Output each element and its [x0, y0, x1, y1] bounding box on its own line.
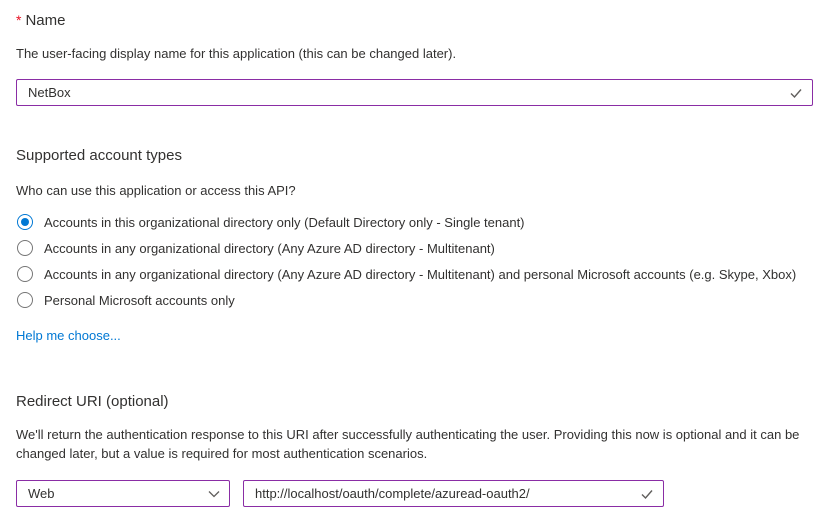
- uri-field-wrap: [243, 480, 664, 507]
- radio-option-label: Accounts in this organizational directory only (Default Directory only - Single tenant): [44, 214, 525, 230]
- name-input[interactable]: [16, 79, 813, 106]
- section-spacer: [16, 106, 813, 146]
- platform-select[interactable]: [16, 480, 230, 507]
- name-label: Name: [25, 12, 66, 29]
- radio-option-label: Personal Microsoft accounts only: [44, 292, 235, 308]
- radio-option-personal-only[interactable]: [16, 287, 813, 313]
- account-types-question: Who can use this application or access this API?: [16, 183, 296, 198]
- radio-icon[interactable]: [17, 292, 33, 308]
- radio-option-multitenant[interactable]: [16, 235, 813, 261]
- account-types-title: Supported account types: [16, 147, 182, 164]
- radio-option-multitenant-personal[interactable]: [16, 261, 813, 287]
- radio-icon[interactable]: [17, 240, 33, 256]
- redirect-uri-description: We'll return the authentication response to this URI after successfully authenticating the user. Providing this now is optional and it can be changed later, but a value is required for most authentication scenarios.: [16, 427, 800, 461]
- account-types-radio-group: [16, 209, 813, 313]
- chevron-down-icon: [207, 487, 221, 501]
- help-me-choose-link[interactable]: Help me choose...: [16, 328, 121, 343]
- radio-icon[interactable]: [17, 266, 33, 282]
- redirect-uri-row: [16, 480, 813, 507]
- redirect-uri-title: Redirect URI (optional): [16, 393, 169, 410]
- radio-option-label: Accounts in any organizational directory (Any Azure AD directory - Multitenant) and personal Microsoft accounts (e.g. Skype, Xbox): [44, 266, 797, 282]
- radio-option-single-tenant[interactable]: [16, 209, 813, 235]
- redirect-uri-input[interactable]: [243, 480, 664, 507]
- name-description: The user-facing display name for this application (this can be changed later).: [16, 46, 457, 61]
- name-field-wrap: [16, 79, 813, 106]
- radio-icon[interactable]: [17, 214, 33, 230]
- name-section-title: [16, 10, 813, 31]
- radio-option-label: Accounts in any organizational directory (Any Azure AD directory - Multitenant): [44, 240, 495, 256]
- required-asterisk: *: [16, 12, 22, 28]
- platform-select-value: Web: [28, 486, 55, 501]
